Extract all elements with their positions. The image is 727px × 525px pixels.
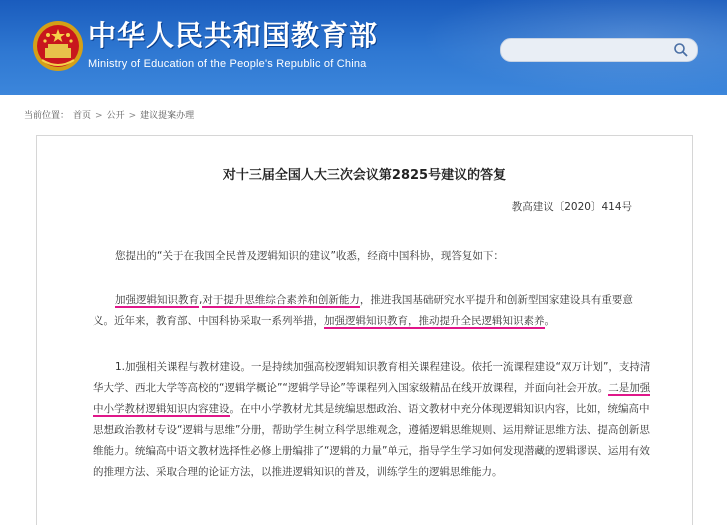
breadcrumb	[24, 108, 194, 124]
paragraph-text: 。在中小学教材尤其是统编思想政治、语文教材中充分体现逻辑知识内容，比如，统编高中思想政治教材专设“逻辑与思维”分册，帮助学生树立科学思维观念，遵循逻辑思维规则、运用辩证思维方法、提高创新思维能力。统编高中语文教材选择性必修上册编排了“逻辑的力量”单元，指导学生学习如何发现潜藏的逻辑谬误、运用有效的推理方法、采取合理的论证方法，以推进逻辑知识的普及，训练学生的逻辑思维能力。	[93, 403, 650, 478]
document-panel	[36, 135, 693, 525]
breadcrumb-separator: >	[95, 111, 103, 121]
document-number: 教高建议〔2020〕414号	[511, 201, 632, 213]
paragraph-text: ,	[199, 294, 203, 306]
site-title: 中华人民共和国教育部	[88, 19, 379, 52]
search-input[interactable]	[500, 38, 698, 62]
breadcrumb-home-link[interactable]: 首页	[73, 111, 92, 121]
site-subtitle: Ministry of Education of the People's Republic of China	[88, 58, 367, 70]
highlight-underline: 加强逻辑知识教育，推动提升全民逻辑知识素养	[324, 315, 545, 327]
paragraph-text: 。	[544, 315, 555, 327]
breadcrumb-separator: >	[128, 111, 137, 121]
site-header	[0, 0, 727, 95]
summary-paragraph	[93, 290, 651, 332]
section-1-paragraph	[93, 357, 651, 483]
page-title: 对十三届全国人大三次会议第2825号建议的答复	[222, 168, 507, 183]
paragraph-text: 1.加强相关课程与教材建设。一是持续加强高校逻辑知识教育相关课程建设。依托一流课程建设“双万计划”，支持清华大学、西北大学等高校的“逻辑学概论”“逻辑学导论”等课程列入国家级精品在线开放课程，并面向社会开放。	[93, 361, 651, 394]
highlight-underline: 二是加强中小学教材逻辑知识内容建设	[93, 382, 651, 415]
paragraph-text: ，推进我国基础研究水平提升和创新型国家建设具有重要意义。近年来，教育部、中国科协采取一系列举措，	[93, 294, 633, 327]
intro-paragraph: 您提出的“关于在我国全民普及逻辑知识的建议”收悉，经商中国科协，现答复如下：	[115, 250, 504, 262]
breadcrumb-public-link[interactable]: 公开	[106, 111, 125, 121]
breadcrumb-proposal-link[interactable]: 建议提案办理	[140, 111, 195, 121]
search-icon[interactable]	[673, 42, 689, 58]
highlight-underline: 加强逻辑知识教育	[115, 294, 199, 306]
national-emblem-icon[interactable]	[32, 20, 84, 72]
breadcrumb-prefix: 当前位置：	[24, 111, 70, 121]
highlight-underline: 对于提升思维综合素养和创新能力	[202, 294, 360, 306]
